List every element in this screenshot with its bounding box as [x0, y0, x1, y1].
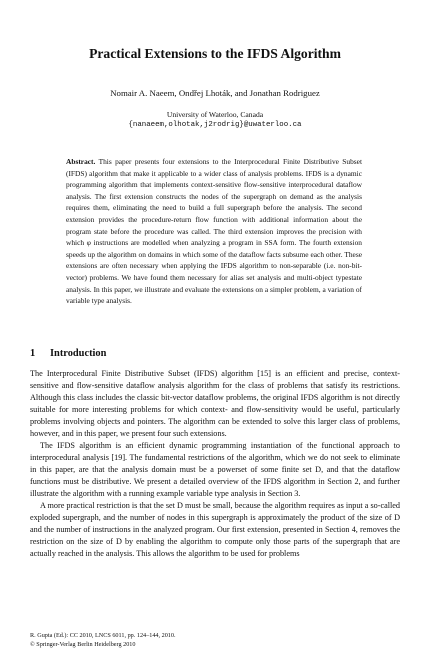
abstract	[66, 156, 362, 307]
author-list: Nomair A. Naeem, Ondřej Lhoták, and Jonathan Rodriguez	[110, 88, 320, 98]
paragraph: The Interprocedural Finite Distributive Subset (IFDS) algorithm [15] is an efficient and precise, context-sensitive and flow-sensitive dataflow analysis algorithm for the class of problems that satisfy its restrictions. Although this class includes the classic bit-vector dataflow problems, the original IFDS algorithm is not directly suitable for more interesting problems for which context- and flow-sensitivity would be useful, particularly problems involving objects and pointers. The algorithm can be extended to solve this larger class of problems, however, and in this paper, we present four such extensions.	[30, 369, 400, 438]
paper-title: Practical Extensions to the IFDS Algorithm	[89, 46, 341, 61]
copyright-text: Springer-Verlag Berlin Heidelberg 2010	[34, 640, 136, 648]
abstract-label: Abstract.	[66, 157, 96, 166]
paragraph: A more practical restriction is that the set D must be small, because the algorithm requires as input a so-called exploded supergraph, and the number of nodes in this supergraph is approximately the product of the size of D and the number of instructions in the analyzed program. Our first extension, presented in Section 4, removes the restriction on the size of D by enabling the algorithm to compute only those parts of the supergraph that are actually reached in the analysis. This allows the algorithm to be used for problems	[30, 501, 400, 558]
affiliation: University of Waterloo, Canada	[166, 110, 264, 119]
copyright-icon: ©	[30, 640, 35, 648]
publication-footnote	[30, 632, 176, 649]
author-emails: {nanaeem,olhotak,j2rodrig}@uwaterloo.ca	[128, 121, 302, 129]
abstract-text: This paper presents four extensions to the Interprocedural Finite Distributive Subset (IFDS) algorithm that make it applicable to a wider class of analysis problems. IFDS is a dynamic programming algorithm that implements context-sensitive flow-sensitive interprocedural dataflow analysis. The first extension constructs the nodes of the supergraph on demand as the analysis requires them, eliminating the need to build a full supergraph before the analysis. The second extension provides the procedure-return flow function with additional information about the program state before the procedure was called. The third extension improves the precision with which φ instructions are modelled when analyzing a program in SSA form. The fourth extension speeds up the algorithm on domains in which some of the dataflow facts subsume each other. These extensions are often necessary when applying the IFDS algorithm to non-separable (i.e. non-bit-vector) problems. We have found them necessary for alias set analysis and multi-object typestate analysis. In this paper, we illustrate and evaluate the extensions on a simpler problem, a variation of variable type analysis.	[66, 157, 363, 306]
section-number: 1	[30, 348, 36, 359]
section-heading	[30, 348, 106, 360]
paragraph: The IFDS algorithm is an efficient dynamic programming instantiation of the functional approach to interprocedural analysis [19]. The fundamental restrictions of the algorithm, which we do not seek to eliminate in this paper, are that the analysis domain must be a powerset of some finite set D, and that the dataflow functions must be distributive. We present a detailed overview of the IFDS algorithm in Section 2, and further illustrate the algorithm with a running example variable type analysis in Section 3.	[30, 441, 400, 498]
citation-line: R. Gupta (Ed.): CC 2010, LNCS 6011, pp. 124–144, 2010.	[30, 632, 176, 639]
copyright-line	[30, 641, 176, 650]
body-text	[30, 368, 400, 560]
section-title: Introduction	[50, 348, 107, 359]
